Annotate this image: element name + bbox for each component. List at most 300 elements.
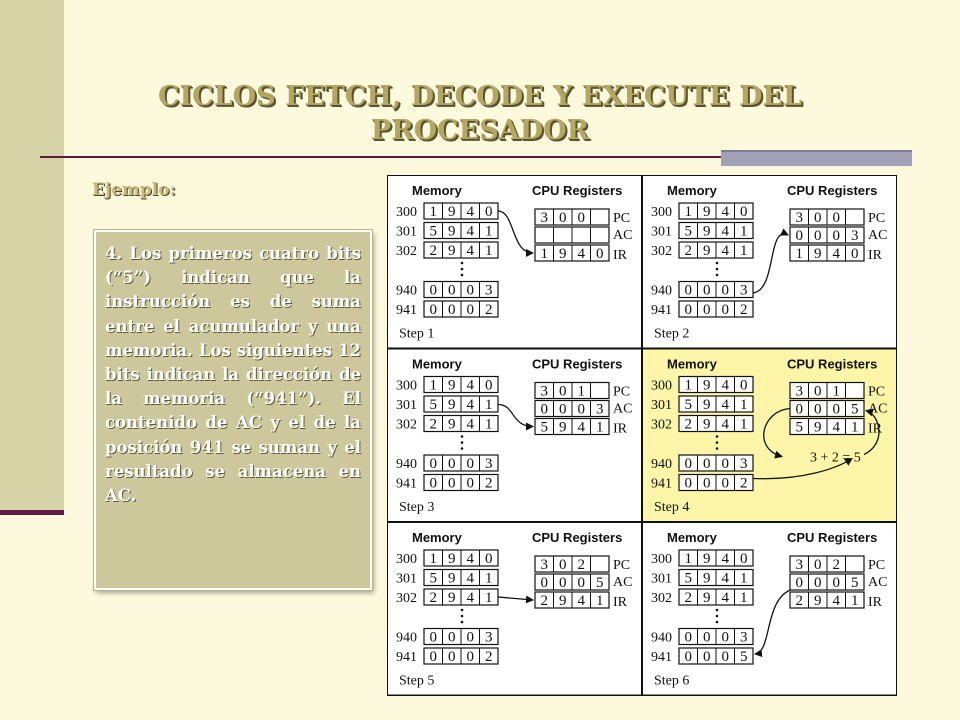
- memory-address: 301: [396, 398, 417, 413]
- step-panel: [642, 175, 897, 349]
- cell-digit: 3: [740, 629, 748, 646]
- cell-digit: 2: [429, 590, 437, 606]
- cell-digit: 0: [721, 649, 729, 665]
- memory-address: 302: [396, 244, 417, 259]
- cell-digit: 2: [429, 416, 437, 433]
- memory-address: 300: [396, 552, 417, 567]
- memory-word: [424, 570, 498, 587]
- cell-digit: 0: [684, 456, 692, 472]
- cell-digit: 0: [448, 475, 456, 492]
- step-label: Step 3: [399, 500, 435, 515]
- cell-digit: 9: [703, 243, 711, 259]
- cell-digit: 3: [795, 210, 803, 226]
- cell-digit: 0: [540, 401, 548, 418]
- cell-digit: 0: [577, 575, 585, 591]
- pc-label: PC: [613, 211, 631, 226]
- pc-register: [535, 383, 609, 400]
- cell-digit: 9: [559, 593, 567, 609]
- cell-digit: 2: [485, 649, 493, 665]
- memory-word: [679, 570, 753, 587]
- cell-digit: 0: [466, 302, 474, 318]
- cell-digit: 9: [448, 416, 456, 433]
- cpu-registers-heading: CPU Registers: [787, 530, 878, 545]
- memory-address: 301: [651, 224, 672, 240]
- cell-digit: 0: [448, 282, 456, 299]
- cell-digit: 3: [795, 383, 803, 400]
- cell-digit: 1: [740, 570, 748, 587]
- memory-heading: Memory: [667, 530, 717, 545]
- cell-digit: 0: [429, 302, 437, 318]
- cell-digit: 0: [429, 475, 437, 492]
- memory-address: 302: [396, 417, 417, 433]
- cell-digit: 0: [721, 456, 729, 472]
- cell-digit: 3: [485, 629, 493, 646]
- memory-address: 300: [396, 205, 417, 220]
- ac-register: [535, 574, 609, 591]
- cell-digit: 1: [485, 223, 493, 240]
- cell-digit: 1: [540, 246, 548, 262]
- memory-address: 941: [651, 303, 672, 318]
- memory-word: [424, 629, 498, 646]
- memory-address: 940: [651, 457, 672, 472]
- cell-digit: 0: [814, 401, 822, 418]
- step-panel: [387, 522, 642, 696]
- cell-digit: 2: [684, 416, 692, 433]
- cell-digit: 9: [448, 223, 456, 240]
- cell-digit: 0: [795, 401, 803, 418]
- cell-digit: 0: [814, 383, 822, 400]
- cell-digit: 0: [795, 228, 803, 244]
- slide-title: CICLOS FETCH, DECODE Y EXECUTE DEL PROCESADOR: [158, 81, 802, 146]
- cell-digit: 0: [684, 629, 692, 646]
- memory-address: 301: [651, 571, 672, 587]
- ellipsis-dot: [716, 274, 719, 277]
- left-decor-bar: [0, 0, 64, 512]
- cell-digit: 1: [485, 397, 493, 413]
- ellipsis-dot: [461, 615, 464, 618]
- cell-digit: 5: [429, 223, 437, 240]
- cell-digit: 0: [466, 475, 474, 492]
- cell-digit: 9: [448, 377, 456, 394]
- memory-word: [424, 301, 498, 318]
- cpu-registers-heading: CPU Registers: [532, 356, 623, 372]
- cell-digit: 0: [596, 246, 604, 262]
- ir-register: [535, 592, 609, 609]
- memory-word: [679, 475, 753, 492]
- cell-digit: 0: [559, 383, 567, 400]
- memory-word: [424, 203, 498, 220]
- ellipsis-dot: [461, 268, 464, 271]
- cell-digit: 9: [703, 416, 711, 433]
- cell-digit: 1: [684, 204, 692, 220]
- cell-digit: 2: [485, 302, 493, 318]
- cell-digit: 4: [721, 570, 729, 587]
- cell-digit: 9: [448, 204, 456, 220]
- memory-word: [424, 416, 498, 433]
- memory-address: 941: [651, 476, 672, 492]
- memory-word: [424, 282, 498, 299]
- step-panel: [642, 522, 897, 696]
- cell-digit: 5: [429, 397, 437, 413]
- ir-register: [790, 245, 864, 262]
- ellipsis-dot: [716, 441, 719, 444]
- cell-digit: 1: [485, 243, 493, 259]
- cell-digit: 1: [851, 419, 859, 436]
- ellipsis-dot: [461, 609, 464, 612]
- cell-digit: 0: [684, 302, 692, 318]
- cell-digit: 9: [703, 590, 711, 606]
- pc-label: PC: [613, 384, 631, 400]
- memory-word: [424, 648, 498, 665]
- ellipsis-dot: [461, 435, 464, 438]
- cell-digit: 1: [832, 383, 840, 400]
- cell-digit: 0: [448, 456, 456, 472]
- cell-digit: 0: [795, 575, 803, 591]
- cell-digit: 0: [703, 629, 711, 646]
- cell-digit: 3: [851, 228, 859, 244]
- memory-address: 941: [396, 303, 417, 318]
- cpu-registers-heading: CPU Registers: [787, 356, 878, 372]
- memory-word: [679, 377, 753, 394]
- cell-digit: 3: [485, 282, 493, 299]
- cell-digit: 0: [485, 551, 493, 567]
- pc-label: PC: [868, 384, 886, 400]
- ac-label: AC: [868, 228, 888, 243]
- cell-digit: 5: [851, 401, 859, 418]
- memory-address: 302: [651, 244, 672, 259]
- cell-digit: 4: [466, 590, 474, 606]
- memory-word: [679, 282, 753, 299]
- cell-digit: 0: [684, 475, 692, 492]
- cell-digit: 1: [485, 590, 493, 606]
- cell-digit: 9: [703, 397, 711, 413]
- memory-address: 300: [396, 378, 417, 394]
- step-label: Step 2: [654, 326, 690, 342]
- panel-frame: [387, 349, 642, 523]
- ellipsis-dot: [461, 274, 464, 277]
- step-label: Step 4: [654, 500, 690, 515]
- cell-digit: 1: [851, 593, 859, 609]
- ac-register: [535, 227, 609, 243]
- memory-address: 301: [396, 224, 417, 240]
- title-accent-bar: [721, 150, 912, 166]
- ellipsis-dot: [716, 609, 719, 612]
- cell-digit: 3: [740, 456, 748, 472]
- cell-digit: 1: [740, 223, 748, 240]
- cpu-registers-heading: CPU Registers: [532, 183, 623, 198]
- cell-digit: 4: [466, 204, 474, 220]
- ir-label: IR: [613, 248, 627, 263]
- cell-digit: 0: [485, 377, 493, 394]
- memory-address: 302: [396, 591, 417, 606]
- cell-digit: 3: [485, 456, 493, 472]
- cell-digit: 3: [540, 557, 548, 573]
- memory-word: [679, 301, 753, 318]
- cell-digit: 1: [429, 551, 437, 567]
- memory-address: 940: [651, 283, 672, 299]
- cell-digit: 0: [703, 302, 711, 318]
- cell-digit: 0: [429, 456, 437, 472]
- ac-label: AC: [613, 575, 633, 590]
- memory-address: 941: [396, 476, 417, 492]
- ir-label: IR: [868, 248, 882, 263]
- fetch-execute-diagram: [387, 175, 897, 696]
- cpu-registers-heading: CPU Registers: [532, 530, 623, 545]
- explanation-text: 4. Los primeros cuatro bits (“5”) indican que la instrucción es de suma entre el acumulador y una memoria. Los siguientes 12 bits indican la dirección de la memoria (“941”). El contenido de AC y el de la posición 941 se suman y el resultado se almacena en AC.: [105, 244, 361, 506]
- step-label: Step 6: [654, 673, 690, 689]
- cell-digit: 0: [832, 401, 840, 418]
- cell-digit: 0: [703, 282, 711, 299]
- ellipsis-dot: [716, 447, 719, 450]
- cell-digit: 4: [721, 590, 729, 606]
- cell-digit: 2: [540, 593, 548, 609]
- cell-digit: 0: [703, 649, 711, 665]
- panel-frame: [387, 175, 642, 349]
- memory-word: [424, 377, 498, 394]
- ir-label: IR: [868, 421, 882, 437]
- ellipsis-dot: [461, 441, 464, 444]
- ir-register: [790, 592, 864, 609]
- memory-word: [424, 242, 498, 259]
- sum-annotation: 3 + 2 = 5: [810, 450, 861, 466]
- pc-register: [535, 556, 609, 573]
- cell-digit: 9: [703, 223, 711, 240]
- ac-register: [790, 574, 864, 591]
- cell-digit: 4: [721, 377, 729, 394]
- cell-digit: 0: [559, 210, 567, 226]
- ellipsis-dot: [716, 268, 719, 271]
- cell-digit: 4: [832, 246, 840, 262]
- cell-digit: 5: [684, 397, 692, 413]
- cell-digit: 1: [485, 570, 493, 587]
- ellipsis-dot: [716, 615, 719, 618]
- cell-digit: 4: [721, 551, 729, 567]
- cell-digit: 2: [684, 243, 692, 259]
- cell-digit: 1: [740, 397, 748, 413]
- cell-digit: 1: [684, 551, 692, 567]
- memory-address: 940: [396, 457, 417, 472]
- cell-digit: 9: [448, 570, 456, 587]
- cell-digit: 9: [814, 593, 822, 609]
- cell-digit: 0: [721, 475, 729, 492]
- cell-digit: 4: [466, 223, 474, 240]
- cell-digit: 0: [577, 401, 585, 418]
- panel-frame: [642, 175, 897, 349]
- ir-label: IR: [868, 595, 882, 610]
- ellipsis-dot: [461, 262, 464, 265]
- memory-heading: Memory: [412, 530, 462, 545]
- cell-digit: 3: [540, 210, 548, 226]
- cell-digit: 9: [814, 246, 822, 262]
- cell-digit: 0: [814, 575, 822, 591]
- cell-digit: 0: [684, 282, 692, 299]
- panel-frame: [642, 349, 897, 523]
- cell-digit: 4: [721, 223, 729, 240]
- cell-digit: 2: [429, 243, 437, 259]
- pc-label: PC: [868, 558, 886, 573]
- cell-digit: 9: [448, 590, 456, 606]
- cell-digit: 0: [721, 282, 729, 299]
- cell-digit: 1: [684, 377, 692, 394]
- ir-label: IR: [613, 595, 627, 610]
- cell-digit: 0: [448, 629, 456, 646]
- pc-register: [535, 209, 609, 226]
- cell-digit: 0: [851, 246, 859, 262]
- cell-digit: 3: [596, 401, 604, 418]
- cell-digit: 9: [703, 551, 711, 567]
- memory-heading: Memory: [667, 356, 717, 372]
- step-panel: [387, 349, 642, 523]
- cell-digit: 0: [559, 557, 567, 573]
- cpu-registers-heading: CPU Registers: [787, 183, 878, 198]
- pc-label: PC: [613, 558, 631, 573]
- memory-word: [679, 203, 753, 220]
- cell-digit: 1: [596, 419, 604, 436]
- cell-digit: 1: [429, 204, 437, 220]
- memory-word: [679, 629, 753, 646]
- cell-digit: 4: [466, 377, 474, 394]
- step-panel: [387, 175, 642, 349]
- cell-digit: 0: [540, 575, 548, 591]
- cell-digit: 0: [466, 629, 474, 646]
- cell-digit: 0: [466, 649, 474, 665]
- ir-register: [535, 245, 609, 262]
- ac-label: AC: [868, 575, 888, 590]
- ellipsis-dot: [461, 447, 464, 450]
- cell-digit: 0: [429, 629, 437, 646]
- cell-digit: 4: [721, 397, 729, 413]
- cell-digit: 1: [485, 416, 493, 433]
- cell-digit: 0: [814, 557, 822, 573]
- ellipsis-dot: [716, 435, 719, 438]
- cell-digit: 0: [466, 282, 474, 299]
- cell-digit: 2: [577, 557, 585, 573]
- cell-digit: 0: [448, 649, 456, 665]
- cell-digit: 0: [832, 228, 840, 244]
- cell-digit: 1: [795, 246, 803, 262]
- cell-digit: 0: [485, 204, 493, 220]
- cell-digit: 4: [721, 416, 729, 433]
- cell-digit: 5: [740, 649, 748, 665]
- ir-label: IR: [613, 421, 627, 437]
- memory-address: 301: [651, 398, 672, 413]
- example-label: Ejemplo:: [92, 180, 176, 200]
- ac-register: [790, 227, 864, 244]
- cell-digit: 1: [740, 243, 748, 259]
- cell-digit: 2: [832, 557, 840, 573]
- ac-register: [535, 401, 609, 418]
- cell-digit: 0: [577, 210, 585, 226]
- cell-digit: 1: [429, 377, 437, 394]
- pc-register: [790, 556, 864, 573]
- left-decor-line: [0, 510, 64, 515]
- cell-digit: 0: [740, 551, 748, 567]
- step-panel: [642, 349, 897, 523]
- memory-word: [679, 589, 753, 606]
- cell-digit: 2: [485, 475, 493, 492]
- memory-address: 300: [651, 205, 672, 220]
- cell-digit: 4: [832, 419, 840, 436]
- memory-address: 940: [396, 283, 417, 299]
- memory-word: [679, 396, 753, 413]
- memory-word: [679, 242, 753, 259]
- cell-digit: 0: [740, 377, 748, 394]
- cell-digit: 1: [596, 593, 604, 609]
- cell-digit: 0: [740, 204, 748, 220]
- memory-word: [424, 223, 498, 240]
- ac-register: [790, 401, 864, 418]
- cell-digit: 5: [795, 419, 803, 436]
- cell-digit: 0: [814, 210, 822, 226]
- explanation-box: [94, 230, 372, 590]
- cell-digit: 5: [429, 570, 437, 587]
- ellipsis-dot: [716, 621, 719, 624]
- memory-heading: Memory: [667, 183, 717, 198]
- cell-digit: 5: [684, 570, 692, 587]
- cell-digit: 9: [448, 551, 456, 567]
- cell-digit: 9: [703, 570, 711, 587]
- memory-address: 940: [651, 630, 672, 646]
- cell-digit: 0: [466, 456, 474, 472]
- panel-frame: [387, 522, 642, 696]
- cell-digit: 0: [832, 575, 840, 591]
- pc-label: PC: [868, 211, 886, 226]
- ellipsis-dot: [716, 262, 719, 265]
- memory-word: [424, 589, 498, 606]
- memory-word: [679, 223, 753, 240]
- memory-address: 941: [396, 650, 417, 665]
- ir-register: [535, 419, 609, 436]
- memory-word: [679, 550, 753, 567]
- cell-digit: 1: [740, 416, 748, 433]
- cell-digit: 4: [466, 397, 474, 413]
- memory-word: [424, 455, 498, 472]
- cell-digit: 2: [795, 593, 803, 609]
- cell-digit: 4: [577, 593, 585, 609]
- cell-digit: 2: [684, 590, 692, 606]
- memory-address: 300: [651, 552, 672, 567]
- cell-digit: 3: [540, 383, 548, 400]
- cell-digit: 0: [429, 282, 437, 299]
- cell-digit: 2: [740, 302, 748, 318]
- cell-digit: 4: [832, 593, 840, 609]
- memory-address: 940: [396, 630, 417, 646]
- pc-register: [790, 383, 864, 400]
- cell-digit: 9: [703, 377, 711, 394]
- cell-digit: 0: [559, 401, 567, 418]
- cell-digit: 1: [740, 590, 748, 606]
- cell-digit: 4: [577, 246, 585, 262]
- cell-digit: 9: [703, 204, 711, 220]
- cell-digit: 3: [740, 282, 748, 299]
- cell-digit: 0: [721, 302, 729, 318]
- memory-word: [424, 475, 498, 492]
- cell-digit: 4: [721, 243, 729, 259]
- memory-word: [424, 396, 498, 413]
- memory-address: 302: [651, 417, 672, 433]
- cell-digit: 9: [448, 243, 456, 259]
- cell-digit: 0: [703, 475, 711, 492]
- cell-digit: 3: [795, 557, 803, 573]
- ac-label: AC: [868, 401, 888, 417]
- cell-digit: 0: [703, 456, 711, 472]
- memory-address: 301: [396, 571, 417, 587]
- memory-heading: Memory: [412, 183, 462, 198]
- cell-digit: 0: [448, 302, 456, 318]
- ellipsis-dot: [461, 621, 464, 624]
- ac-label: AC: [613, 401, 633, 417]
- cell-digit: 9: [559, 246, 567, 262]
